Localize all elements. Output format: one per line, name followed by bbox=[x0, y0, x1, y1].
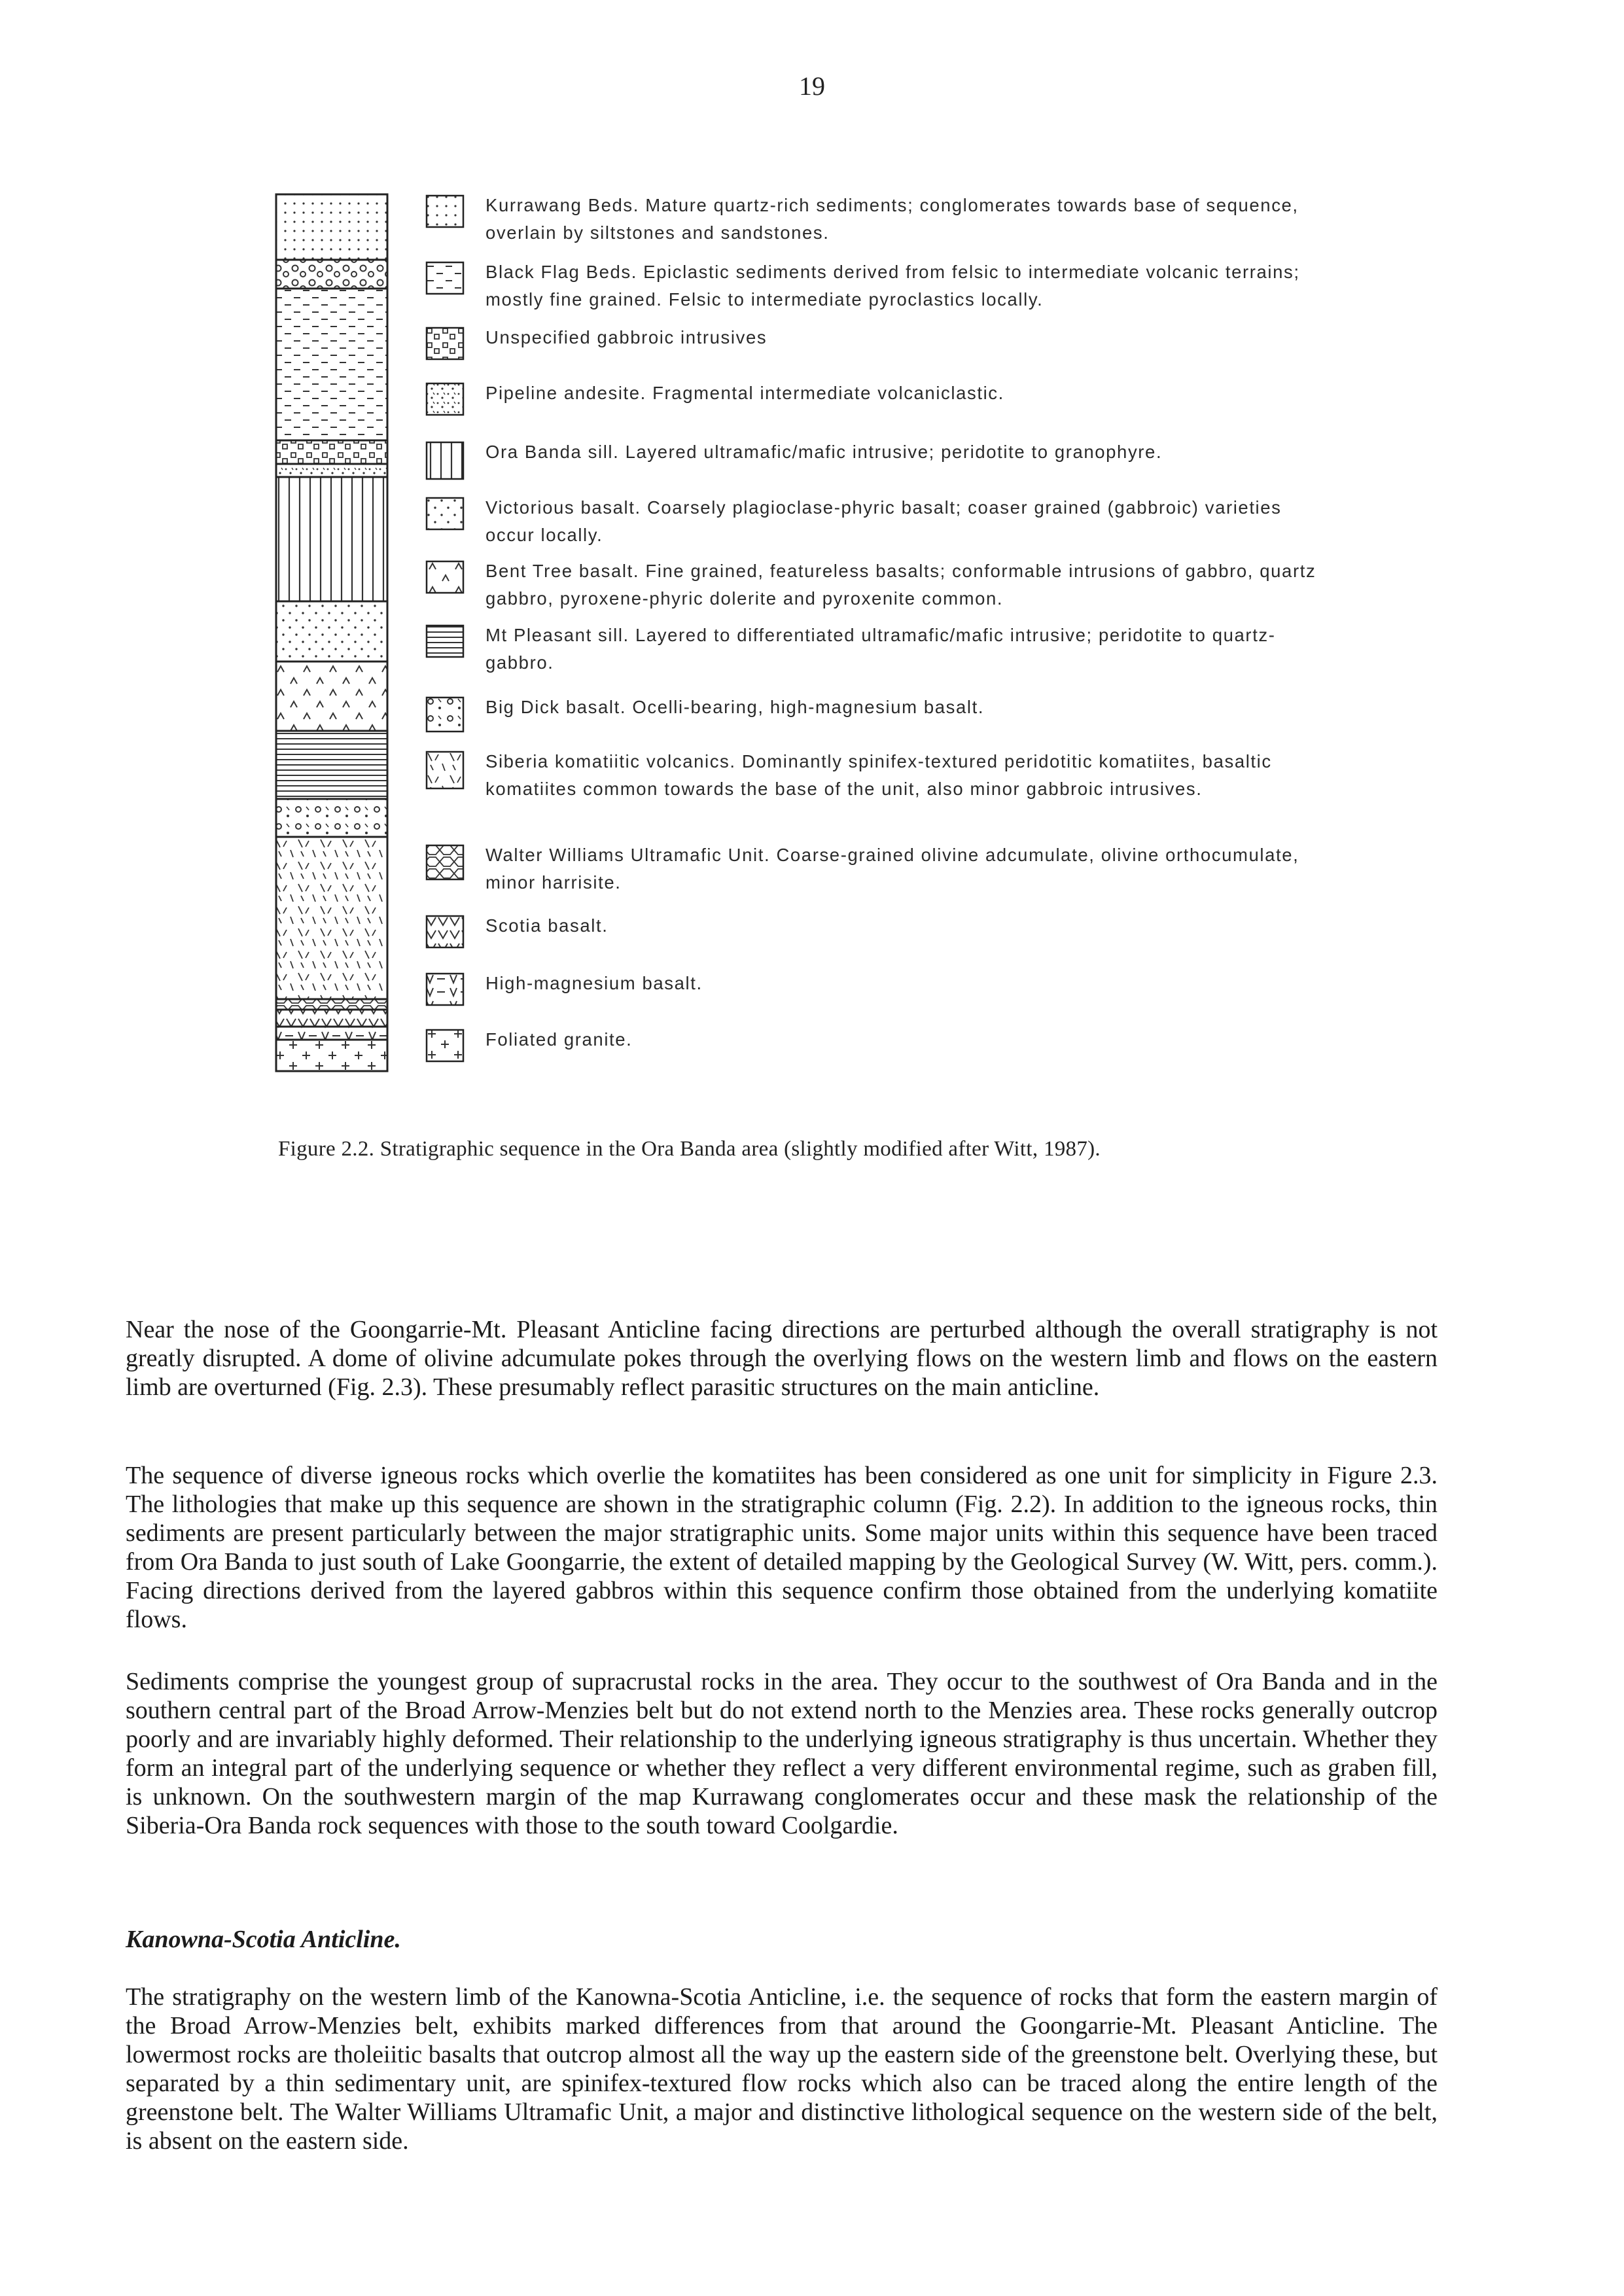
legend-text: Foliated granite. bbox=[485, 1029, 633, 1050]
legend-swatch-horizontal-lines bbox=[425, 624, 465, 658]
legend-text: Bent Tree basalt. Fine grained, featureless basalts; conformable intrusions of gabbro, quartz gabbro, pyroxene-phyric dolerite and pyroxenite common. bbox=[485, 561, 1316, 609]
legend-swatch-vertical-lines bbox=[425, 441, 465, 480]
legend-text: Big Dick basalt. Ocelli-bearing, high-magnesium basalt. bbox=[485, 697, 985, 717]
column-unit-mt-pleasant bbox=[276, 731, 387, 799]
legend-text: Victorious basalt. Coarsely plagioclase-phyric basalt; coaser grained (gabbroic) varieties occur locally. bbox=[485, 497, 1282, 545]
column-unit-scotia bbox=[276, 1010, 387, 1027]
paragraph-2: The sequence of diverse igneous rocks which overlie the komatiites has been considered as one unit for simplicity in Figure 2.3. The lithologies that make up this sequence are shown in the stratigraphic column (Fig. 2.2). In addition to the igneous rocks, thin sediments are present particularly between the major stratigraphic units. Some major units within this sequence have been traced from Ora Banda to just south of Lake Goongarrie, the extent of detailed mapping by the Geological Survey (W. Witt, pers. comm.). Facing directions derived from the layered gabbros within this sequence confirm those obtained from the underlying komatiite flows. bbox=[126, 1462, 1438, 1633]
legend-swatch-spinifex bbox=[425, 751, 465, 790]
page-number: 19 bbox=[799, 71, 825, 101]
column-unit-bent-tree bbox=[276, 662, 387, 731]
legend-text: Unspecified gabbroic intrusives bbox=[485, 327, 768, 347]
legend-text: Walter Williams Ultramafic Unit. Coarse-grained olivine adcumulate, olivine orthocumulate, minor harrisite. bbox=[485, 845, 1299, 892]
column-unit-granite bbox=[276, 1040, 387, 1071]
legend-text: Pipeline andesite. Fragmental intermediate volcaniclastic. bbox=[485, 383, 1004, 403]
legend-text: Siberia komatiitic volcanics. Dominantly spinifex-textured peridotitic komatiites, basaltic komatiites common towards the base of the unit, also minor gabbroic intrusives. bbox=[485, 751, 1272, 799]
column-unit-big-dick bbox=[276, 799, 387, 837]
legend-text: Kurrawang Beds. Mature quartz-rich sediments; conglomerates towards base of sequence, overlain by siltstones and sandstones. bbox=[485, 195, 1299, 243]
legend-swatch-dots bbox=[425, 194, 465, 228]
figure-caption: Figure 2.2. Stratigraphic sequence in the Ora Banda area (slightly modified after Witt, 1987). bbox=[278, 1137, 1101, 1161]
legend-swatch-speckle bbox=[425, 382, 465, 416]
paragraph-4: The stratigraphy on the western limb of the Kanowna-Scotia Anticline, i.e. the sequence of rocks that form the eastern margin of the Broad Arrow-Menzies belt, exhibits marked differences from that around the Goongarrie-Mt. Pleasant Anticline. The lowermost rocks are tholeiitic basalts that outcrop almost all the way up the eastern side of the greenstone belt. Overlying these, but separated by a thin sedimentary unit, are spinifex-textured flow rocks which also can be traced along the entire length of the greenstone belt. The Walter Williams Ultramafic Unit, a major and distinctive lithological sequence on the western side of the belt, is absent on the eastern side. bbox=[126, 1983, 1438, 2155]
column-unit-ora-banda bbox=[276, 477, 387, 601]
legend-text: Mt Pleasant sill. Layered to differentiated ultramafic/mafic intrusive; peridotite to quartz-gabbro. bbox=[485, 625, 1276, 673]
legend-swatch-crosses bbox=[425, 1029, 465, 1063]
legend-text: High-magnesium basalt. bbox=[485, 973, 703, 993]
paragraph-1: Near the nose of the Goongarrie-Mt. Pleasant Anticline facing directions are perturbed although the overall stratigraphy is not greatly disrupted. A dome of olivine adcumulate pokes through the overlying flows on the western limb and flows on the eastern limb are overturned (Fig. 2.3). These presumably reflect parasitic structures on the main anticline. bbox=[126, 1316, 1438, 1401]
legend-swatch-sparse-dots bbox=[425, 497, 465, 531]
legend-text: Ora Banda sill. Layered ultramafic/mafic intrusive; peridotite to granophyre. bbox=[485, 442, 1163, 462]
legend-swatch-dashes bbox=[425, 261, 465, 295]
legend-swatch-squares bbox=[425, 327, 465, 361]
section-heading: Kanowna-Scotia Anticline. bbox=[126, 1926, 401, 1953]
column-unit-pipeline bbox=[276, 464, 387, 477]
column-unit-victorious bbox=[276, 601, 387, 662]
paragraph-3: Sediments comprise the youngest group of supracrustal rocks in the area. They occur to the southwest of Ora Banda and in the southern central part of the Broad Arrow-Menzies belt but do not extend north to the Menzies area. These rocks generally outcrop poorly and are invariably highly deformed. Their relationship to the underlying igneous stratigraphy is thus uncertain. Whether they form an integral part of the underlying sequence or whether they reflect a very different environmental regime, such as graben fill, is unknown. On the southwestern margin of the map Kurrawang conglomerates occur and these mask the relationship of the Siberia-Ora Banda rock sequences with those to the south toward Coolgardie. bbox=[126, 1668, 1438, 1839]
column-unit-siberia bbox=[276, 837, 387, 999]
legend-text: Scotia basalt. bbox=[485, 915, 609, 936]
legend-text: Black Flag Beds. Epiclastic sediments derived from felsic to intermediate volcanic terrains; mostly fine grained. Felsic to intermediate pyroclastics locally. bbox=[485, 262, 1300, 309]
stratigraphic-column bbox=[274, 192, 391, 1075]
legend-swatch-v-dash bbox=[425, 972, 465, 1006]
legend-swatch-carets bbox=[425, 560, 465, 594]
legend-swatch-vvv bbox=[425, 915, 465, 949]
column-unit-kurrawang bbox=[276, 194, 387, 260]
column-unit-gabbroic bbox=[276, 440, 387, 464]
column-unit-high-mg bbox=[276, 1027, 387, 1040]
column-unit-walter-williams bbox=[276, 999, 387, 1010]
column-unit-black-flag bbox=[276, 289, 387, 440]
legend-swatch-ocelli bbox=[425, 696, 465, 733]
column-unit-conglomerate bbox=[276, 260, 387, 289]
legend-swatch-cells bbox=[425, 844, 465, 881]
